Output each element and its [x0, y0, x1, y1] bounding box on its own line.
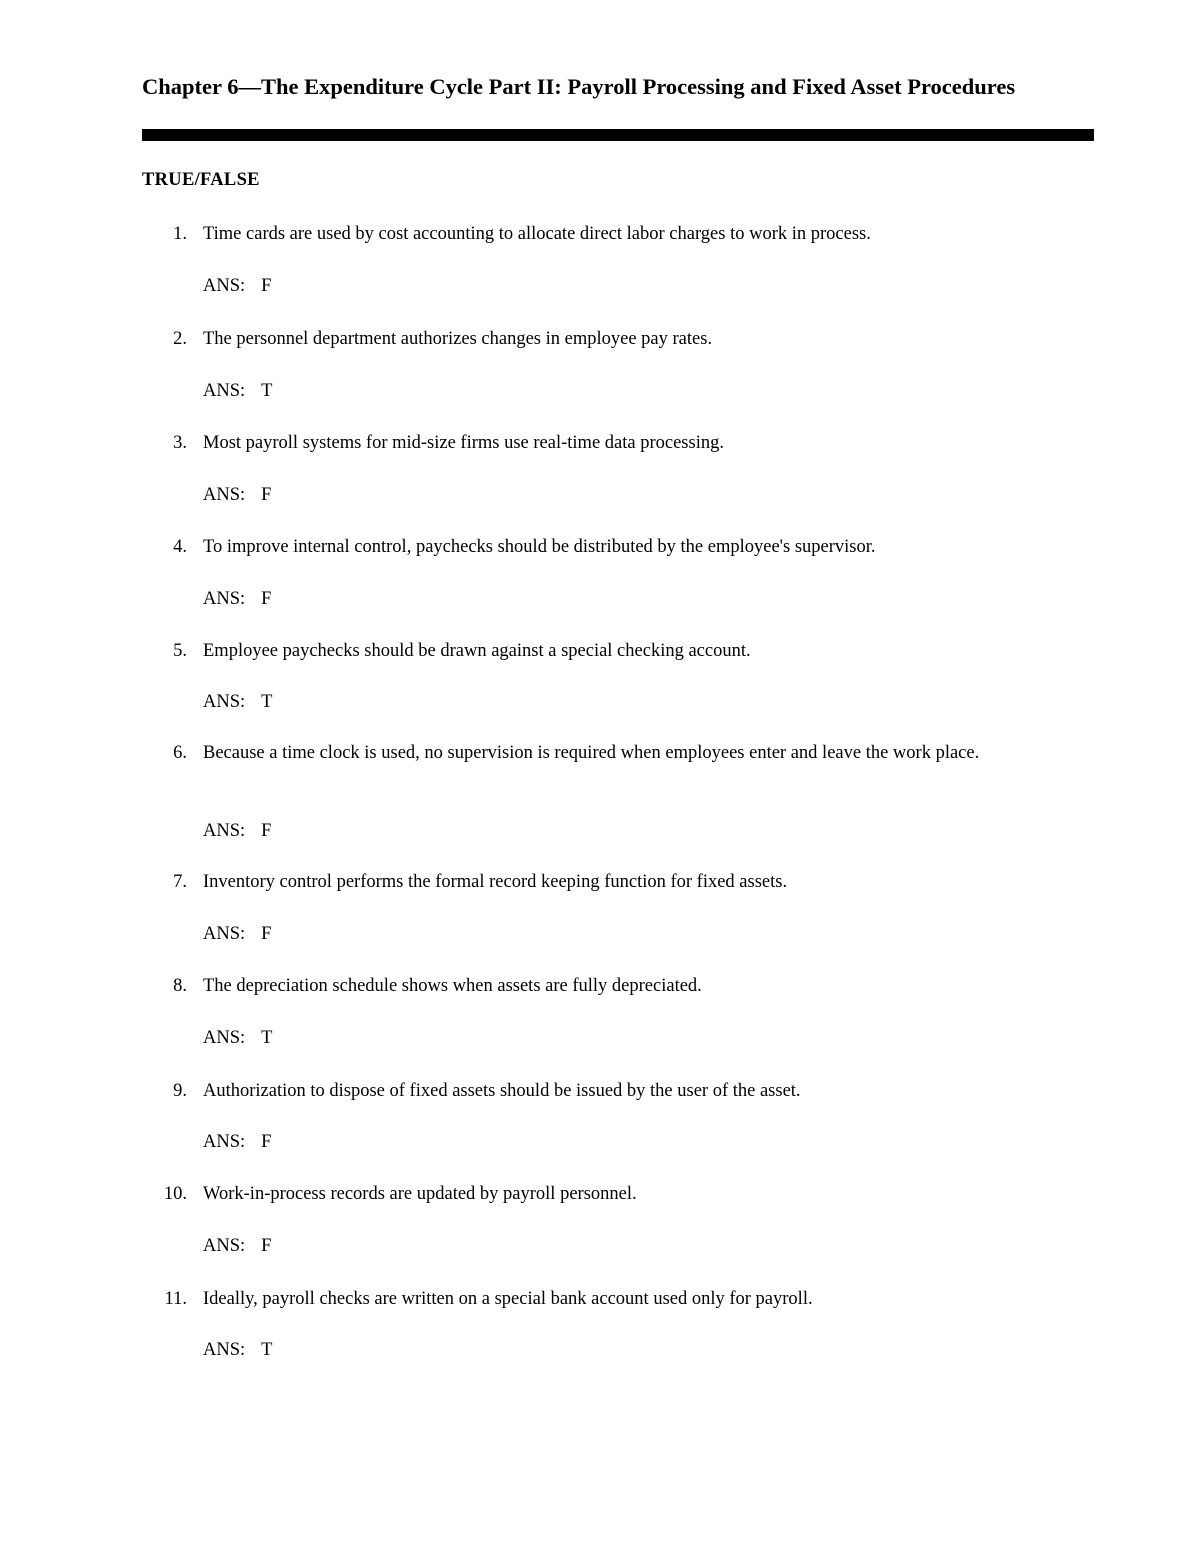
answer-value: F — [261, 589, 272, 609]
question-number: 2. — [173, 329, 187, 349]
answer-line — [203, 922, 271, 947]
answer-line — [203, 1026, 272, 1051]
answer-label: ANS: — [203, 1132, 246, 1152]
question-text: The depreciation schedule shows when assets are fully depreciated. — [203, 976, 702, 996]
answer-value: F — [261, 485, 272, 505]
answer-label: ANS: — [203, 485, 246, 505]
question-text: Inventory control performs the formal record keeping function for fixed assets. — [203, 872, 788, 892]
answer-label: ANS: — [203, 1028, 246, 1048]
question-number: 4. — [173, 537, 187, 557]
answer-label: ANS: — [203, 1236, 246, 1256]
question-text: Employee paychecks should be drawn against a special checking account. — [203, 641, 751, 661]
answer-line — [203, 379, 272, 404]
question-number: 11. — [164, 1289, 187, 1309]
question-number: 7. — [173, 872, 187, 892]
question-text: Work-in-process records are updated by payroll personnel. — [203, 1184, 637, 1204]
answer-line — [203, 587, 271, 612]
question-number: 8. — [173, 976, 187, 996]
question-text: Time cards are used by cost accounting to allocate direct labor charges to work in process. — [203, 224, 871, 244]
question-text: Most payroll systems for mid-size firms use real-time data processing. — [203, 433, 724, 453]
answer-label: ANS: — [203, 821, 246, 841]
chapter-title: Chapter 6—The Expenditure Cycle Part II: Payroll Processing and Fixed Asset Procedures — [142, 74, 1016, 99]
section-heading: TRUE/FALSE — [142, 170, 260, 190]
question-text: The personnel department authorizes changes in employee pay rates. — [203, 329, 713, 349]
answer-label: ANS: — [203, 381, 246, 401]
answer-value: T — [261, 692, 273, 712]
question-number: 3. — [173, 433, 187, 453]
answer-line — [203, 690, 272, 715]
answer-line — [203, 483, 271, 508]
question-text: Because a time clock is used, no supervision is required when employees enter and leave the work place. — [203, 743, 980, 763]
answer-label: ANS: — [203, 924, 246, 944]
answer-value: T — [261, 381, 273, 401]
question-number: 1. — [173, 224, 187, 244]
answer-value: F — [261, 821, 272, 841]
question-text: Ideally, payroll checks are written on a special bank account used only for payroll. — [203, 1289, 813, 1309]
answer-value: T — [261, 1340, 273, 1360]
answer-value: F — [261, 1132, 272, 1152]
question-text: To improve internal control, paychecks should be distributed by the employee's supervisor. — [203, 537, 876, 557]
answer-line — [203, 1234, 271, 1259]
answer-label: ANS: — [203, 692, 246, 712]
question-number: 10. — [163, 1184, 187, 1204]
answer-line — [203, 819, 271, 844]
question-number: 5. — [173, 641, 187, 661]
answer-line — [203, 1130, 271, 1155]
question-number: 9. — [173, 1081, 187, 1101]
question-number: 6. — [173, 743, 187, 763]
answer-value: F — [261, 276, 272, 296]
answer-label: ANS: — [203, 276, 246, 296]
answer-label: ANS: — [203, 1340, 246, 1360]
question-text: Authorization to dispose of fixed assets should be issued by the user of the asset. — [203, 1081, 801, 1101]
answer-value: F — [261, 1236, 272, 1256]
answer-line — [203, 274, 271, 299]
answer-label: ANS: — [203, 589, 246, 609]
answer-value: F — [261, 924, 272, 944]
answer-value: T — [261, 1028, 273, 1048]
answer-line — [203, 1338, 272, 1363]
